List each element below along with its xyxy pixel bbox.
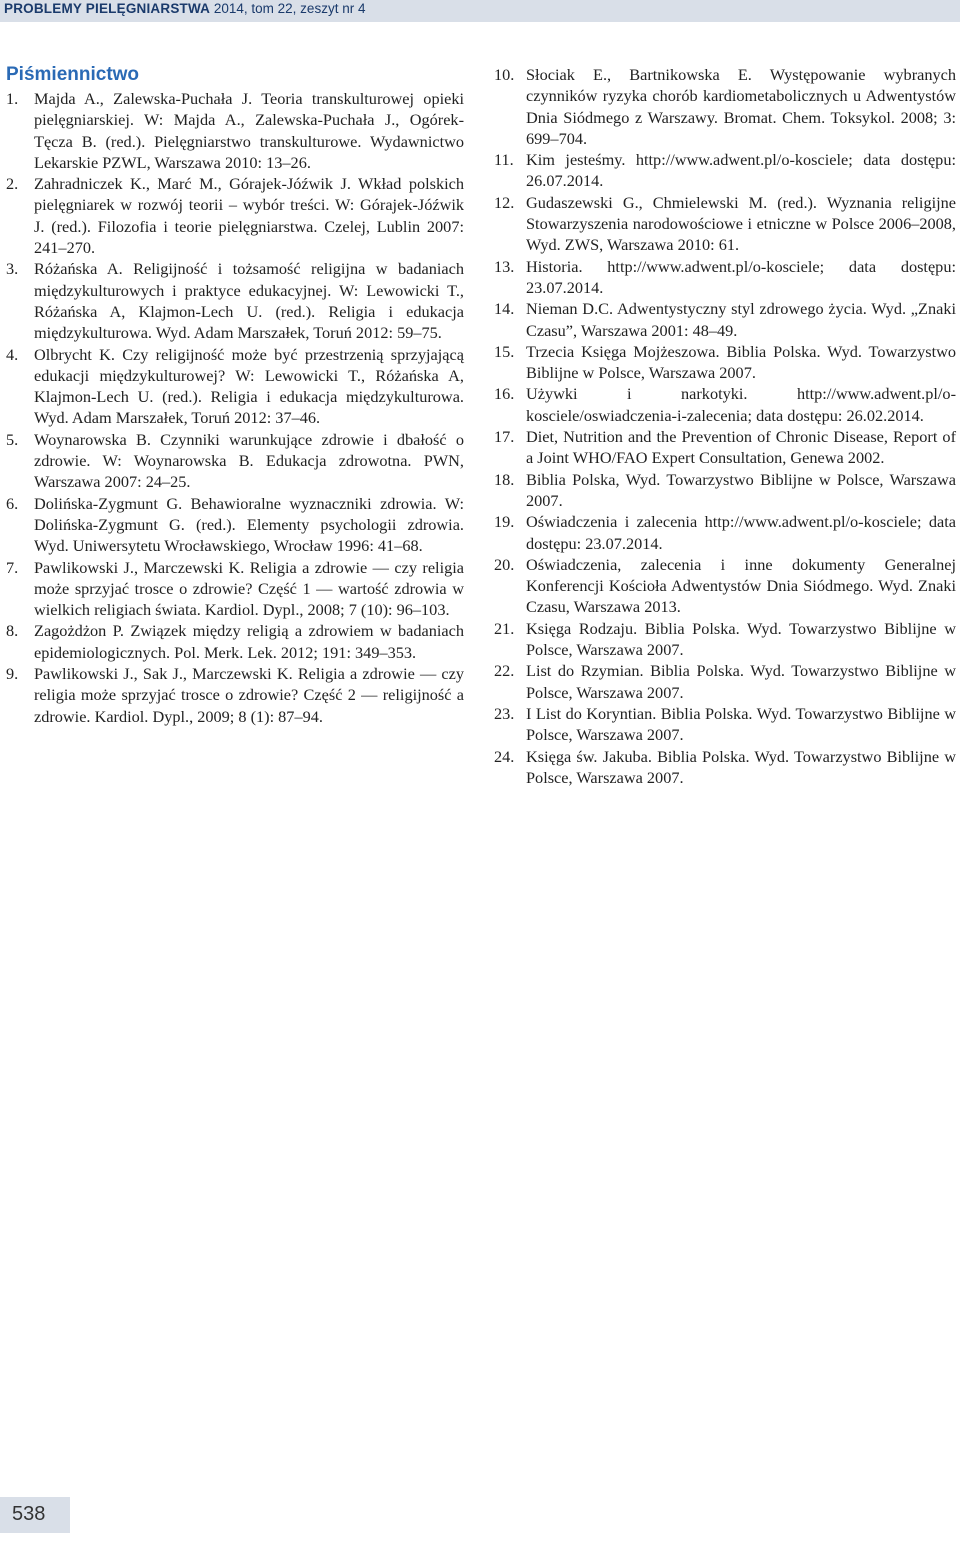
- page-number: 538: [12, 1503, 46, 1525]
- reference-item: [494, 618, 956, 661]
- reference-item: [494, 426, 956, 469]
- reference-item: [494, 660, 956, 703]
- reference-number: 23.: [494, 703, 515, 723]
- reference-number: 19.: [494, 512, 515, 532]
- reference-item: [6, 557, 464, 621]
- reference-item: [494, 64, 956, 149]
- reference-text: Pawlikowski J., Sak J., Marczewski K. Religia a zdrowie — czy religia może sprzyjać trosce o zdrowie? Część 2 — religijność a zdrowie. Kardiol. Dypl., 2009; 8 (1): 87–94.: [34, 664, 464, 726]
- reference-text: Majda A., Zalewska-Puchała J. Teoria transkulturowej opieki pielęgniarskiej. W: Majda A., Zalewska-Puchała J., Ogórek-Tęcza B. (red.). Pielęgniarstwo transkulturowe. Wydawnictwo Lekarskie PZWL, Warszawa 2010: 13–26.: [34, 89, 464, 172]
- page-number-box: [0, 1497, 70, 1533]
- reference-text: Oświadczenia i zalecenia http://www.adwent.pl/o-kosciele; data dostępu: 23.07.2014.: [526, 512, 956, 553]
- reference-number: 22.: [494, 661, 515, 681]
- references-left-column: [6, 88, 464, 727]
- reference-item: [494, 383, 956, 426]
- journal-issue: 2014, tom 22, zeszyt nr 4: [210, 1, 366, 16]
- reference-number: 16.: [494, 384, 515, 404]
- reference-text: Gudaszewski G., Chmielewski M. (red.). Wyznania religijne Stowarzyszenia narodowościowe i etniczne w Polsce 2006–2008, Wyd. ZWS, Warszawa 2010: 61.: [526, 192, 956, 255]
- reference-item: [494, 149, 956, 192]
- reference-number: 24.: [494, 746, 515, 766]
- reference-text: Olbrycht K. Czy religijność może być przestrzenią sprzyjającą edukacji międzykulturowej? W: Lewowicki T., Różańska A, Klajmon-Lech U. (red.). Religia i edukacja międzykulturowa. Wyd. Adam Marszałek, Toruń 2012: 37–46.: [34, 344, 464, 428]
- reference-number: 15.: [494, 341, 515, 361]
- references-right-column: [494, 64, 956, 788]
- journal-header-bar: [0, 0, 960, 22]
- reference-number: 7.: [6, 557, 19, 577]
- reference-text: I List do Koryntian. Biblia Polska. Wyd. Towarzystwo Biblijne w Polsce, Warszawa 2007.: [526, 703, 956, 745]
- reference-number: 3.: [6, 259, 19, 279]
- reference-item: [6, 663, 464, 727]
- reference-number: 8.: [6, 621, 19, 641]
- reference-text: Zagożdżon P. Związek między religią a zdrowiem w badaniach epidemiologicznych. Pol. Merk. Lek. 2012; 191: 349–353.: [34, 621, 464, 662]
- reference-number: 11.: [494, 150, 514, 170]
- reference-item: [494, 469, 956, 512]
- reference-text: Pawlikowski J., Marczewski K. Religia a zdrowie — czy religia może sprzyjać trosce o zdrowie? Część 1 — wartość zdrowia w wielkich religiach świata. Kardiol. Dypl., 2008; 7 (10): 96–103.: [34, 557, 464, 620]
- reference-item: [6, 493, 464, 557]
- reference-item: [6, 258, 464, 343]
- reference-number: 21.: [494, 618, 515, 638]
- reference-number: 4.: [6, 344, 19, 364]
- reference-number: 5.: [6, 429, 19, 449]
- reference-number: 12.: [494, 192, 515, 212]
- reference-item: [6, 429, 464, 493]
- reference-item: [6, 88, 464, 173]
- reference-item: [494, 192, 956, 256]
- reference-number: 9.: [6, 664, 19, 684]
- reference-item: [6, 173, 464, 258]
- reference-number: 18.: [494, 469, 515, 489]
- reference-item: [494, 298, 956, 341]
- reference-number: 6.: [6, 493, 19, 513]
- journal-name: PROBLEMY PIELĘGNIARSTWA: [4, 1, 211, 16]
- reference-number: 10.: [494, 65, 515, 84]
- reference-text: Woynarowska B. Czynniki warunkujące zdrowie i dbałość o zdrowie. W: Woynarowska B. Edukacja zdrowotna. PWN, Warszawa 2007: 24–25.: [34, 429, 464, 492]
- reference-item: [494, 554, 956, 618]
- reference-number: 14.: [494, 299, 515, 319]
- reference-item: [494, 703, 956, 746]
- reference-text: Trzecia Księga Mojżeszowa. Biblia Polska. Wyd. Towarzystwo Biblijne w Polsce, Warszawa 2007.: [526, 341, 956, 383]
- reference-item: [6, 344, 464, 429]
- reference-item: [494, 511, 956, 554]
- reference-text: Diet, Nutrition and the Prevention of Chronic Disease, Report of a Joint WHO/FAO Expert Consultation, Genewa 2002.: [526, 427, 956, 468]
- reference-text: Nieman D.C. Adwentystyczny styl zdrowego życia. Wyd. „Znaki Czasu”, Warszawa 2001: 48–49.: [526, 299, 956, 340]
- reference-text: Używki i narkotyki. http://www.adwent.pl/o-kosciele/oswiadczenia-i-zalecenia; data dostępu: 26.02.2014.: [526, 384, 956, 425]
- section-title: Piśmiennictwo: [6, 64, 140, 85]
- reference-item: [494, 746, 956, 789]
- reference-text: Zahradniczek K., Marć M., Górajek-Jóźwik J. Wkład polskich pielęgniarek w rozwój teorii – wybór treści. W: Górajek-Jóźwik J. (red.). Filozofia i teorie pielęgniarstwa. Czelej, Lublin 2007: 241–270.: [34, 174, 464, 258]
- reference-text: Historia. http://www.adwent.pl/o-kosciele; data dostępu: 23.07.2014.: [526, 256, 956, 297]
- reference-text: Księga św. Jakuba. Biblia Polska. Wyd. Towarzystwo Biblijne w Polsce, Warszawa 2007.: [526, 746, 956, 787]
- reference-text: Słociak E., Bartnikowska E. Występowanie wybranych czynników ryzyka chorób kardiometabolicznych u Adwentystów Dnia Siódmego z Warszawy. Bromat. Chem. Toksykol. 2008; 3: 699–704.: [526, 65, 956, 148]
- reference-item: [6, 620, 464, 663]
- reference-text: Różańska A. Religijność i tożsamość religijna w badaniach międzykulturowych i praktyce edukacyjnej. W: Lewowicki T., Różańska A, Klajmon-Lech U. (red.). Religia i edukacja międzykulturowa. Wyd. Adam Marszałek, Toruń 2012: 59–75.: [34, 259, 464, 343]
- journal-header: [4, 1, 365, 16]
- reference-number: 13.: [494, 256, 515, 276]
- reference-text: Oświadczenia, zalecenia i inne dokumenty Generalnej Konferencji Kościoła Adwentystów Dnia Siódmego. Wyd. Znaki Czasu, Warszawa 2013.: [526, 554, 956, 617]
- reference-text: Kim jesteśmy. http://www.adwent.pl/o-kosciele; data dostępu: 26.07.2014.: [526, 150, 956, 191]
- reference-item: [494, 341, 956, 384]
- reference-text: List do Rzymian. Biblia Polska. Wyd. Towarzystwo Biblijne w Polsce, Warszawa 2007.: [526, 661, 956, 702]
- reference-number: 20.: [494, 554, 515, 574]
- reference-number: 2.: [6, 174, 19, 194]
- reference-item: [494, 256, 956, 299]
- reference-text: Dolińska-Zygmunt G. Behawioralne wyznaczniki zdrowia. W: Dolińska-Zygmunt G. (red.). Elementy psychologii zdrowia. Wyd. Uniwersytetu Wrocławskiego, Wrocław 1996: 41–68.: [34, 493, 464, 556]
- reference-number: 17.: [494, 427, 515, 447]
- reference-text: Księga Rodzaju. Biblia Polska. Wyd. Towarzystwo Biblijne w Polsce, Warszawa 2007.: [526, 618, 956, 660]
- reference-text: Biblia Polska, Wyd. Towarzystwo Biblijne w Polsce, Warszawa 2007.: [526, 469, 956, 510]
- reference-number: 1.: [6, 89, 19, 108]
